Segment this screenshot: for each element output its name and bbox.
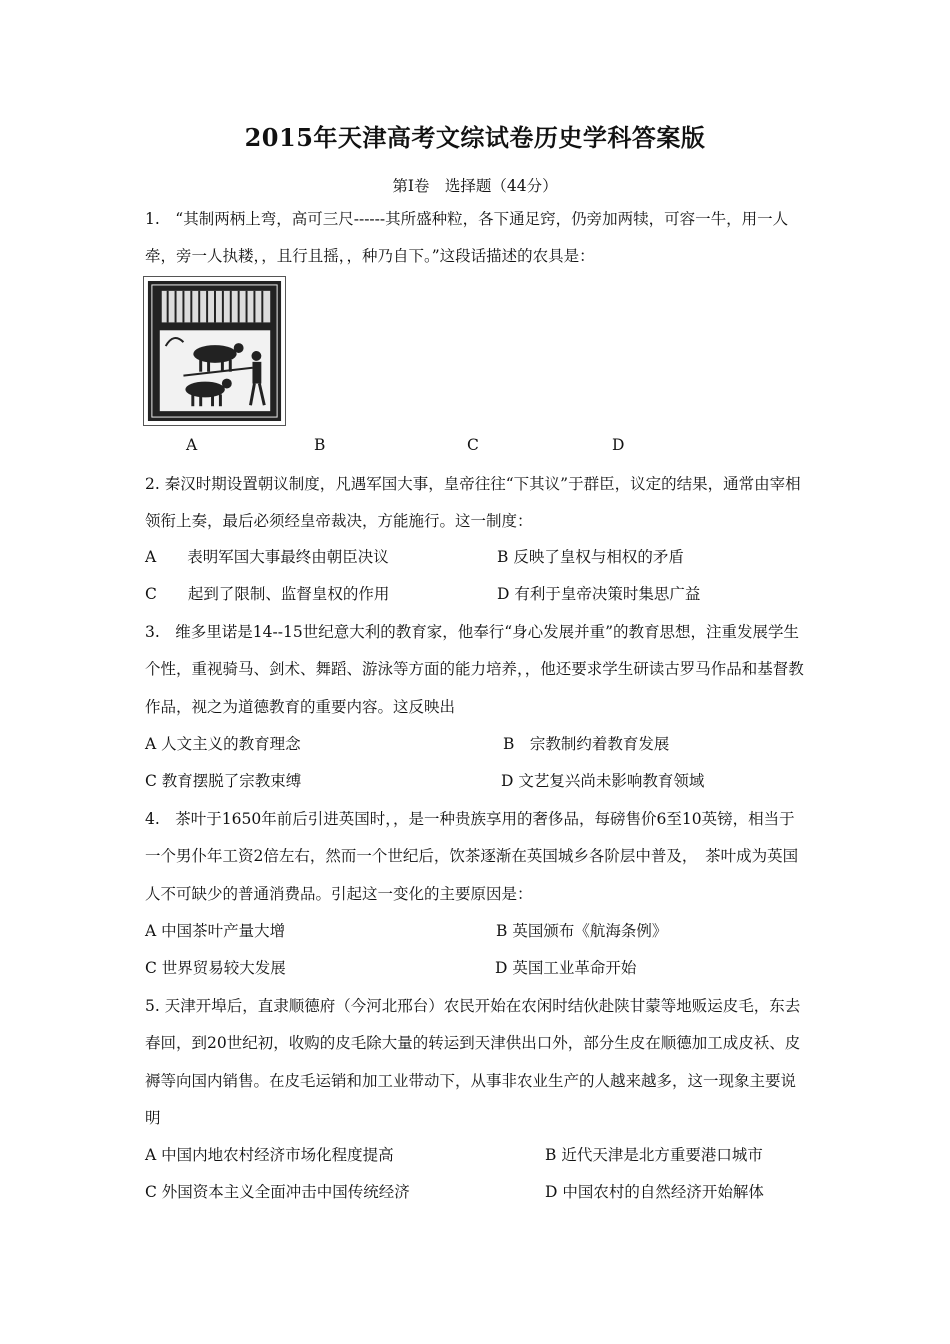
q5-option-a: A 中国内地农村经济市场化程度提高 xyxy=(145,1146,394,1164)
question-2-text: 2. 秦汉时期设置朝议制度，凡遇军国大事，皇帝往往“下其议”于群臣，议定的结果，通常由宰相领衔上奏，最后必须经皇帝裁决，方能施行。这一制度： xyxy=(145,475,801,531)
q4-option-c: C 世界贸易较大发展 xyxy=(145,959,286,977)
option-a-label: A xyxy=(186,436,198,454)
q4-option-a: A 中国茶叶产量大增 xyxy=(145,922,286,940)
q5-option-b: B 近代天津是北方重要港口城市 xyxy=(545,1146,763,1164)
q4-option-d: D 英国工业革命开始 xyxy=(495,959,637,977)
q3-option-d: D 文艺复兴尚未影响教育领域 xyxy=(501,772,705,790)
option-c-label: C xyxy=(467,436,479,454)
q5-option-c: C 外国资本主义全面冲击中国传统经济 xyxy=(145,1183,410,1201)
question-4-text: 4. 茶叶于1650年前后引进英国时，，是一种贵族享用的奢侈品，每磅售价6至10英镑，相当于一个男仆年工资2倍左右，然而一个世纪后，饮茶逐渐在英国城乡各阶层中普及， 茶叶成为英国人不可缺少的普通消费品。引起这一变化的主要原因是： xyxy=(145,810,799,903)
q3-option-a: A 人文主义的教育理念 xyxy=(145,735,301,753)
farming-illustration-image xyxy=(143,276,286,426)
ox-plough-illustration xyxy=(144,277,285,425)
section-heading: 第I卷 选择题（44分） xyxy=(392,177,558,195)
q3-option-c: C 教育摆脱了宗教束缚 xyxy=(145,772,302,790)
q3-option-b: B 宗教制约着教育发展 xyxy=(503,735,670,753)
option-d-label: D xyxy=(612,436,625,454)
question-1-text: 1. “其制两柄上弯，高可三尺------其所盛种粒，各下通足窍，仍旁加两犊，可容一牛，用一人牵，旁一人执耧，，且行且摇，，种乃自下。”这段话描述的农具是： xyxy=(145,210,789,266)
q2-option-b: B 反映了皇权与相权的矛盾 xyxy=(497,548,684,566)
q4-option-b: B 英国颁布《航海条例》 xyxy=(496,922,668,940)
option-b-label: B xyxy=(314,436,326,454)
q2-option-d: D 有利于皇帝决策时集思广益 xyxy=(497,585,701,603)
question-5-text: 5. 天津开埠后，直隶顺德府（今河北邢台）农民开始在农闲时结伙赴陕甘蒙等地贩运皮毛，东去春回，到20世纪初，收购的皮毛除大量的转运到天津供出口外，部分生皮在顺德加工成皮袄、皮褥等向国内销售。在皮毛运销和加工业带动下，从事非农业生产的人越来越多，这一现象主要说明 xyxy=(145,997,801,1127)
page-title: 2015年天津高考文综试卷历史学科答案版 xyxy=(244,123,706,152)
q2-option-c: C 起到了限制、监督皇权的作用 xyxy=(145,585,390,603)
question-3-text: 3. 维多里诺是14--15世纪意大利的教育家，他奉行“身心发展并重”的教育思想，注重发展学生个性，重视骑马、剑术、舞蹈、游泳等方面的能力培养，，他还要求学生研读古罗马作品和基督教作品，视之为道德教育的重要内容。这反映出 xyxy=(145,623,804,716)
q5-option-d: D 中国农村的自然经济开始解体 xyxy=(545,1183,764,1201)
q2-option-a: A 表明军国大事最终由朝臣决议 xyxy=(145,548,389,566)
